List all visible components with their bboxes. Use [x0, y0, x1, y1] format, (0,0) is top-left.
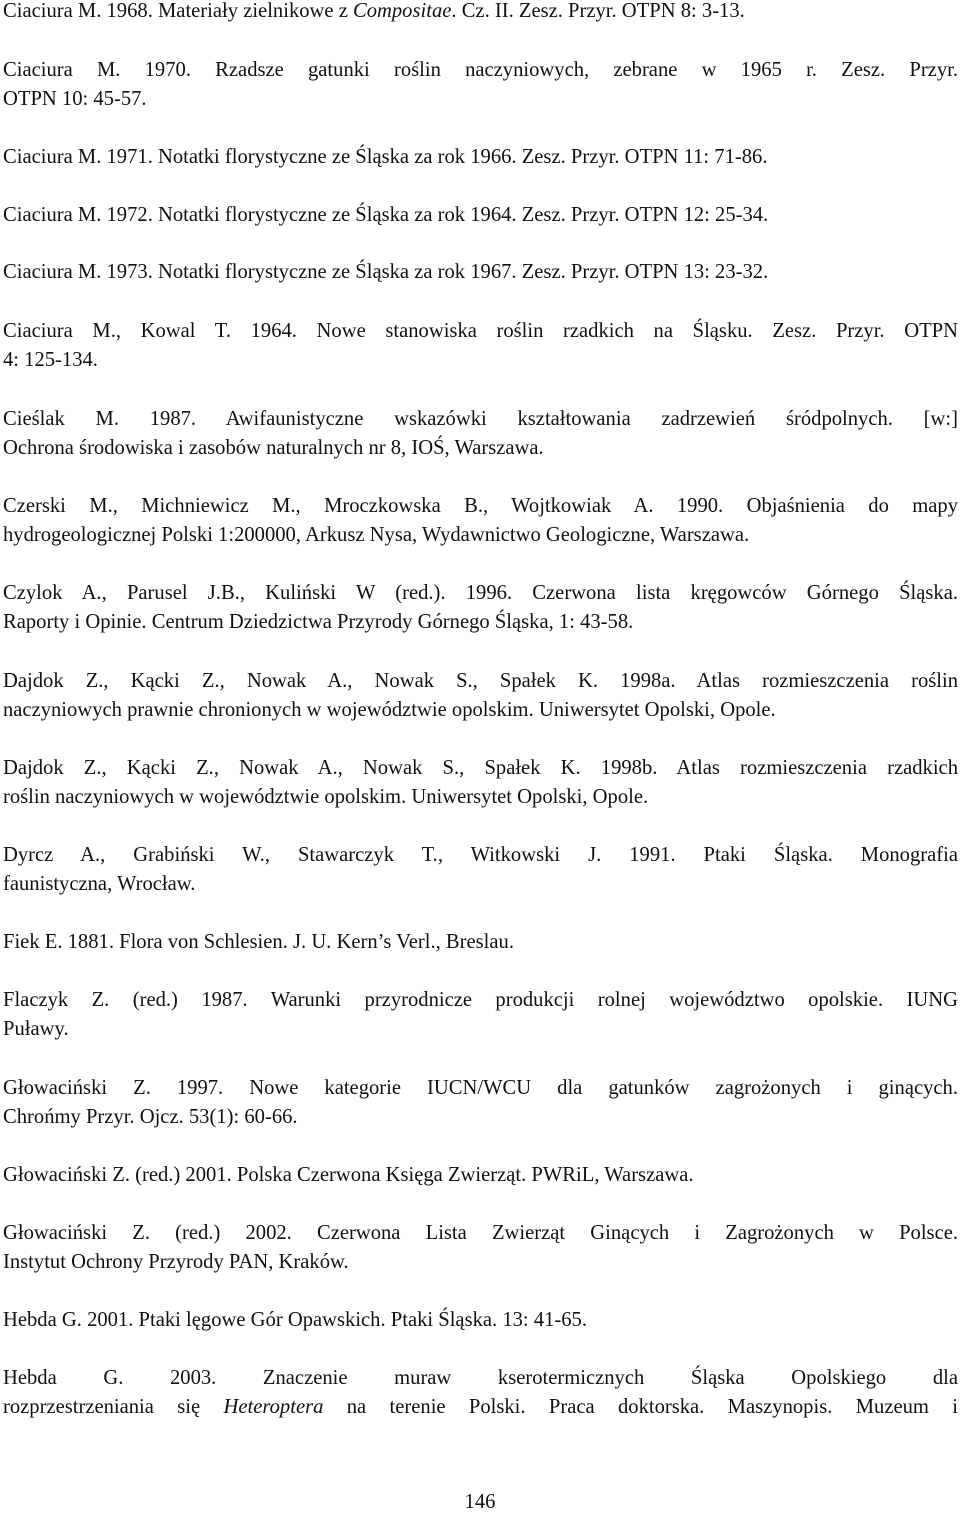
reference-dajdok-1998a	[3, 667, 958, 726]
reference-line: naczyniowych prawnie chronionych w województwie opolskim. Uniwersytet Opolski, Opole.	[3, 699, 776, 722]
italic-taxon: Heteroptera	[223, 1396, 324, 1419]
reference-text: Hebda G. 2001. Ptaki lęgowe Gór Opawskich. Ptaki Śląska. 13: 41-65.	[3, 1309, 587, 1331]
reference-text: Ciaciura M. 1973. Notatki florystyczne ze Śląska za rok 1967. Zesz. Przyr. OTPN 13: 23-32.	[3, 261, 769, 283]
reference-czerski-1990	[3, 492, 958, 551]
reference-line: Głowaciński Z. 1997. Nowe kategorie IUCN/WCU dla gatunków zagrożonych i ginących.	[3, 1077, 958, 1099]
reference-line: Ciaciura M., Kowal T. 1964. Nowe stanowiska roślin rzadkich na Śląsku. Zesz. Przyr. OTPN	[3, 320, 958, 342]
reference-line: Instytut Ochrony Przyrody PAN, Kraków.	[3, 1251, 349, 1274]
reference-glowacinski-2001	[3, 1161, 958, 1190]
reference-line: Flaczyk Z. (red.) 1987. Warunki przyrodnicze produkcji rolnej województwo opolskie. IUNG	[3, 989, 958, 1011]
reference-line: OTPN 10: 45-57.	[3, 88, 147, 111]
reference-text: Ciaciura M. 1968. Materiały zielnikowe z	[3, 0, 353, 22]
reference-cieslak-1987	[3, 405, 958, 464]
reference-line: hydrogeologicznej Polski 1:200000, Arkusz Nysa, Wydawnictwo Geologiczne, Warszawa.	[3, 524, 750, 547]
reference-line: Czylok A., Parusel J.B., Kuliński W (red.). 1996. Czerwona lista kręgowców Górnego Śląska.	[3, 582, 958, 604]
reference-line: roślin naczyniowych w województwie opolskim. Uniwersytet Opolski, Opole.	[3, 786, 649, 809]
reference-line: Chrońmy Przyr. Ojcz. 53(1): 60-66.	[3, 1106, 298, 1129]
italic-taxon: Compositae	[352, 0, 452, 22]
reference-ciaciura-1973	[3, 258, 958, 287]
reference-ciaciura-kowal-1964	[3, 317, 958, 376]
reference-text: na terenie Polski. Praca doktorska. Maszynopis. Muzeum i	[323, 1396, 958, 1419]
reference-line: Głowaciński Z. (red.) 2002. Czerwona Lista Zwierząt Ginących i Zagrożonych w Polsce.	[3, 1222, 958, 1244]
reference-ciaciura-1972	[3, 201, 958, 230]
reference-ciaciura-1968	[3, 0, 958, 26]
reference-text: Ciaciura M. 1971. Notatki florystyczne ze Śląska za rok 1966. Zesz. Przyr. OTPN 11: 71-86.	[3, 146, 768, 168]
reference-line: Dajdok Z., Kącki Z., Nowak A., Nowak S., Spałek K. 1998b. Atlas rozmieszczenia rzadkich	[3, 757, 958, 779]
reference-line: Czerski M., Michniewicz M., Mroczkowska B., Wojtkowiak A. 1990. Objaśnienia do mapy	[3, 495, 958, 517]
reference-line: Ochrona środowiska i zasobów naturalnych nr 8, IOŚ, Warszawa.	[3, 437, 544, 460]
reference-line: Ciaciura M. 1970. Rzadsze gatunki roślin naczyniowych, zebrane w 1965 r. Zesz. Przyr.	[3, 59, 958, 81]
reference-line: Dajdok Z., Kącki Z., Nowak A., Nowak S., Spałek K. 1998a. Atlas rozmieszczenia roślin	[3, 670, 958, 692]
reference-ciaciura-1970	[3, 56, 958, 115]
reference-line: Cieślak M. 1987. Awifaunistyczne wskazówki kształtowania zadrzewień śródpolnych. [w:]	[3, 408, 958, 430]
page-number: 146	[464, 1491, 496, 1513]
reference-text: . Cz. II. Zesz. Przyr. OTPN 8: 3-13.	[451, 0, 745, 22]
reference-dajdok-1998b	[3, 754, 958, 813]
reference-line: Puławy.	[3, 1018, 69, 1041]
reference-czylok-1996	[3, 579, 958, 638]
reference-text: Ciaciura M. 1972. Notatki florystyczne ze Śląska za rok 1964. Zesz. Przyr. OTPN 12: 25-34.	[3, 204, 769, 226]
reference-dyrcz-1991	[3, 841, 958, 900]
reference-text: Fiek E. 1881. Flora von Schlesien. J. U. Kern’s Verl., Breslau.	[3, 931, 514, 953]
reference-glowacinski-2002	[3, 1219, 958, 1278]
reference-line: Raporty i Opinie. Centrum Dziedzictwa Przyrody Górnego Śląska, 1: 43-58.	[3, 611, 634, 634]
reference-line	[3, 1393, 958, 1422]
reference-fiek-1881	[3, 928, 958, 957]
reference-line: 4: 125-134.	[3, 349, 98, 372]
reference-text: Głowaciński Z. (red.) 2001. Polska Czerwona Księga Zwierząt. PWRiL, Warszawa.	[3, 1164, 694, 1186]
reference-line: faunistyczna, Wrocław.	[3, 873, 196, 896]
reference-line: Dyrcz A., Grabiński W., Stawarczyk T., Witkowski J. 1991. Ptaki Śląska. Monografia	[3, 844, 958, 866]
reference-line: Hebda G. 2003. Znaczenie muraw kserotermicznych Śląska Opolskiego dla	[3, 1367, 958, 1389]
reference-ciaciura-1971	[3, 143, 958, 172]
reference-glowacinski-1997	[3, 1074, 958, 1133]
reference-flaczyk-1987	[3, 986, 958, 1045]
reference-hebda-2003	[3, 1364, 958, 1423]
reference-text: rozprzestrzeniania się	[3, 1396, 224, 1419]
reference-hebda-2001	[3, 1306, 958, 1335]
